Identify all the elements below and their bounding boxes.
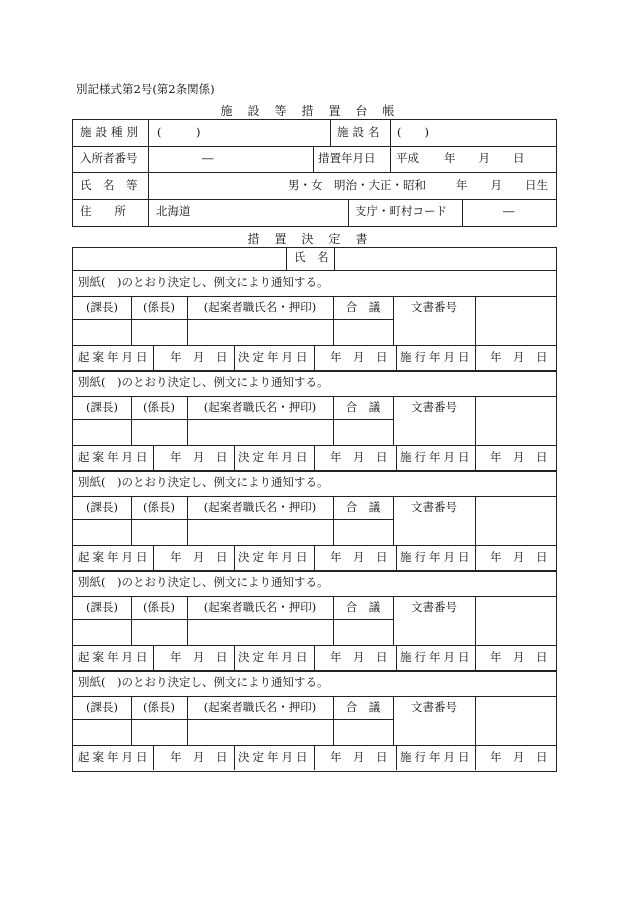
- approval-stamp-cell[interactable]: [334, 620, 393, 644]
- approval-header: (起案者職氏名・押印): [203, 500, 317, 514]
- divider: [234, 445, 235, 470]
- approval-stamp-cell[interactable]: [132, 320, 187, 344]
- approval-header: (起案者職氏名・押印): [203, 600, 317, 614]
- approval-header: (課長): [86, 600, 118, 614]
- approval-header: (係長): [143, 300, 175, 314]
- divider: [234, 545, 235, 570]
- decision-date-value[interactable]: 年 月 日: [330, 750, 388, 764]
- approval-header: (課長): [86, 400, 118, 414]
- approval-stamp-cell[interactable]: [132, 620, 187, 644]
- divider: [396, 645, 397, 670]
- approval-header: 文書番号: [411, 300, 457, 314]
- divider: [475, 645, 476, 670]
- enforce-date-value[interactable]: 年 月 日: [490, 550, 548, 564]
- draft-date-label: 起案年月日: [78, 350, 151, 364]
- decision-title: 措置決定書: [247, 232, 383, 246]
- decision-date-value[interactable]: 年 月 日: [330, 350, 388, 364]
- divider: [475, 545, 476, 570]
- divider: [475, 696, 476, 745]
- approval-stamp-cell[interactable]: [73, 320, 131, 344]
- measure-date-era: 平成: [396, 151, 419, 165]
- facility-name-label: 施設名: [337, 125, 384, 139]
- draft-date-value[interactable]: 年 月 日: [170, 550, 228, 564]
- enforce-date-value[interactable]: 年 月 日: [490, 750, 548, 764]
- notice-text: 別紙( )のとおり決定し、例文により通知する。: [78, 575, 329, 589]
- enforce-date-label: 施行年月日: [400, 450, 473, 464]
- divider: [393, 296, 394, 345]
- approval-stamp-cell[interactable]: [73, 620, 131, 644]
- divider: [475, 445, 476, 470]
- decision-name-input[interactable]: [335, 248, 554, 269]
- divider: [72, 696, 556, 697]
- divider: [475, 396, 476, 445]
- facility-type-label: 施設種別: [80, 125, 142, 139]
- divider: [475, 296, 476, 345]
- approval-stamp-cell[interactable]: [188, 420, 333, 444]
- approval-header: (係長): [143, 500, 175, 514]
- divider: [153, 645, 154, 670]
- divider: [396, 345, 397, 370]
- notice-text: 別紙( )のとおり決定し、例文により通知する。: [78, 675, 329, 689]
- divider: [393, 696, 394, 745]
- approval-stamp-cell[interactable]: [73, 420, 131, 444]
- facility-type-value[interactable]: ( ): [157, 125, 201, 139]
- divider: [314, 745, 315, 770]
- divider: [393, 596, 394, 645]
- approval-header: (起案者職氏名・押印): [203, 300, 317, 314]
- form-caption: 別記様式第2号(第2条関係): [76, 82, 215, 96]
- enforce-date-label: 施行年月日: [400, 650, 473, 664]
- approval-header: 合 議: [345, 700, 381, 714]
- draft-date-label: 起案年月日: [78, 550, 151, 564]
- divider: [396, 445, 397, 470]
- municipality-code-value[interactable]: ―: [503, 204, 515, 218]
- divider: [153, 545, 154, 570]
- enforce-date-label: 施行年月日: [400, 350, 473, 364]
- divider: [393, 396, 394, 445]
- approval-header: (起案者職氏名・押印): [203, 700, 317, 714]
- divider: [396, 745, 397, 770]
- approval-header: 文書番号: [411, 700, 457, 714]
- approval-stamp-cell[interactable]: [334, 520, 393, 544]
- approval-stamp-cell[interactable]: [188, 320, 333, 344]
- municipality-code-label: 支庁・町村コード: [355, 204, 447, 218]
- divider: [72, 496, 556, 497]
- decision-date-label: 決定年月日: [238, 350, 311, 364]
- divider: [475, 596, 476, 645]
- decision-date-label: 決定年月日: [238, 450, 311, 464]
- approval-stamp-cell[interactable]: [334, 420, 393, 444]
- sex-era-value[interactable]: 男・女 明治・大正・昭和: [288, 178, 426, 192]
- notice-text: 別紙( )のとおり決定し、例文により通知する。: [78, 275, 329, 289]
- divider: [396, 545, 397, 570]
- decision-date-label: 決定年月日: [238, 550, 311, 564]
- decision-date-value[interactable]: 年 月 日: [330, 650, 388, 664]
- ledger-table: [72, 119, 557, 227]
- decision-date-value[interactable]: 年 月 日: [330, 450, 388, 464]
- decision-date-value[interactable]: 年 月 日: [330, 550, 388, 564]
- divider: [234, 645, 235, 670]
- approval-header: (係長): [143, 400, 175, 414]
- address-value[interactable]: 北海道: [156, 204, 191, 218]
- decision-date-label: 決定年月日: [238, 650, 311, 664]
- draft-date-value[interactable]: 年 月 日: [170, 350, 228, 364]
- approval-stamp-cell[interactable]: [188, 620, 333, 644]
- birth-date-value[interactable]: 年 月 日生: [456, 178, 548, 192]
- approval-header: 文書番号: [411, 600, 457, 614]
- approval-header: (課長): [86, 500, 118, 514]
- divider: [72, 396, 556, 397]
- admission-no-value[interactable]: ―: [202, 151, 214, 165]
- measure-date-label: 措置年月日: [318, 151, 376, 165]
- divider: [234, 345, 235, 370]
- approval-stamp-cell[interactable]: [334, 720, 393, 744]
- enforce-date-label: 施行年月日: [400, 750, 473, 764]
- divider: [393, 496, 394, 545]
- draft-date-label: 起案年月日: [78, 750, 151, 764]
- notice-text: 別紙( )のとおり決定し、例文により通知する。: [78, 475, 329, 489]
- approval-header: 合 議: [345, 500, 381, 514]
- divider: [475, 496, 476, 545]
- approval-stamp-cell[interactable]: [132, 520, 187, 544]
- divider: [314, 345, 315, 370]
- approval-stamp-cell[interactable]: [73, 720, 131, 744]
- draft-date-label: 起案年月日: [78, 450, 151, 464]
- divider: [314, 645, 315, 670]
- divider: [153, 345, 154, 370]
- name-label: 氏 名 等: [80, 178, 138, 192]
- approval-stamp-cell[interactable]: [188, 520, 333, 544]
- divider: [314, 445, 315, 470]
- facility-name-value[interactable]: ( ): [397, 125, 429, 139]
- approval-header: 文書番号: [411, 500, 457, 514]
- approval-header: (係長): [143, 600, 175, 614]
- draft-date-label: 起案年月日: [78, 650, 151, 664]
- approval-header: (起案者職氏名・押印): [203, 400, 317, 414]
- divider: [475, 345, 476, 370]
- approval-header: (係長): [143, 700, 175, 714]
- approval-stamp-cell[interactable]: [188, 720, 333, 744]
- divider: [72, 296, 556, 297]
- notice-text: 別紙( )のとおり決定し、例文により通知する。: [78, 375, 329, 389]
- admission-no-label: 入所者番号: [80, 151, 138, 165]
- draft-date-value[interactable]: 年 月 日: [170, 650, 228, 664]
- divider: [234, 745, 235, 770]
- approval-stamp-cell[interactable]: [132, 420, 187, 444]
- approval-stamp-cell[interactable]: [334, 320, 393, 344]
- divider: [153, 745, 154, 770]
- draft-date-value[interactable]: 年 月 日: [170, 750, 228, 764]
- approval-header: 文書番号: [411, 400, 457, 414]
- approval-header: (課長): [86, 300, 118, 314]
- divider: [153, 445, 154, 470]
- ledger-title: 施設等措置台帳: [220, 104, 410, 118]
- draft-date-value[interactable]: 年 月 日: [170, 450, 228, 464]
- approval-stamp-cell[interactable]: [73, 520, 131, 544]
- enforce-date-value[interactable]: 年 月 日: [490, 450, 548, 464]
- approval-header: 合 議: [345, 600, 381, 614]
- enforce-date-label: 施行年月日: [400, 550, 473, 564]
- approval-stamp-cell[interactable]: [132, 720, 187, 744]
- divider: [475, 745, 476, 770]
- measure-date-value[interactable]: 年 月 日: [444, 151, 525, 165]
- divider: [314, 545, 315, 570]
- decision-name-label: 氏 名: [294, 250, 329, 264]
- approval-header: 合 議: [345, 300, 381, 314]
- enforce-date-value[interactable]: 年 月 日: [490, 350, 548, 364]
- divider: [72, 596, 556, 597]
- enforce-date-value[interactable]: 年 月 日: [490, 650, 548, 664]
- address-label: 住 所: [80, 204, 126, 218]
- approval-header: 合 議: [345, 400, 381, 414]
- approval-header: (課長): [86, 700, 118, 714]
- decision-date-label: 決定年月日: [238, 750, 311, 764]
